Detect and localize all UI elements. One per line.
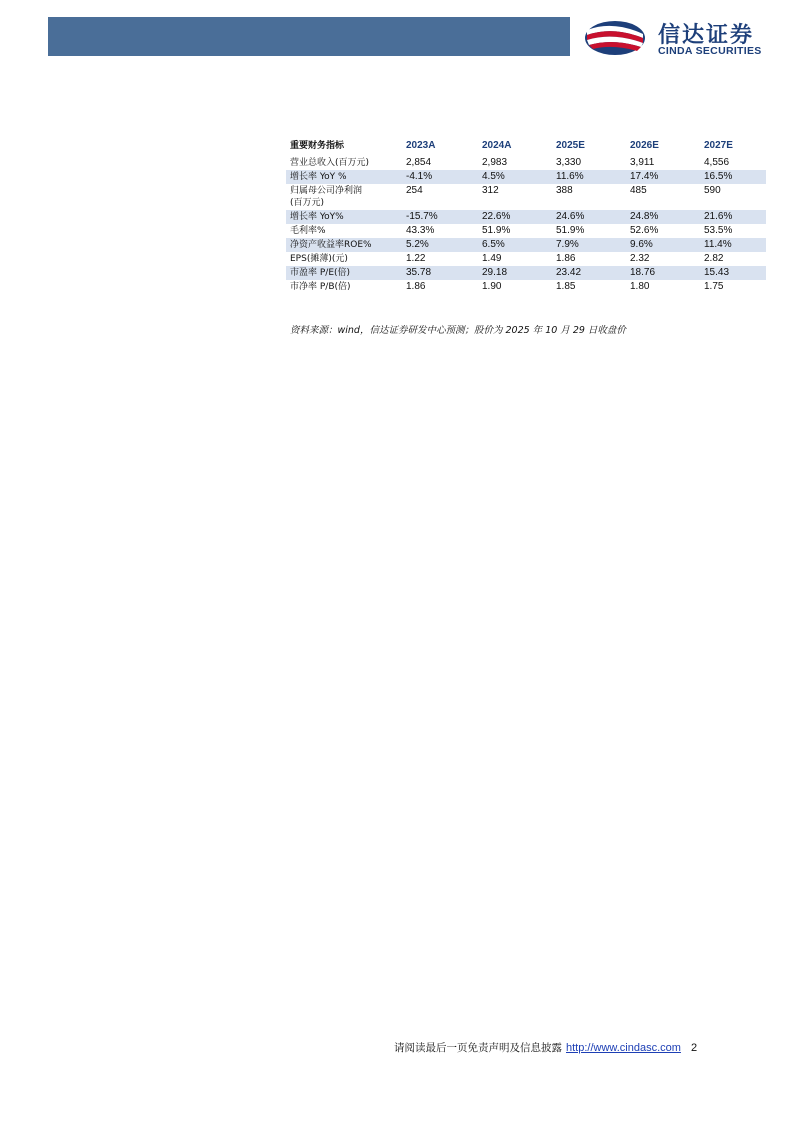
table-cell: 4.5% [478,170,552,184]
disclaimer-text: 请阅读最后一页免责声明及信息披露 [394,1042,562,1054]
row-label [286,184,402,210]
table-cell: 1.75 [704,281,724,292]
table-header-row [286,137,766,156]
row-label: 市净率 P/B(倍) [290,282,351,292]
table-cell: 3,330 [556,157,582,168]
cinda-logo-icon [583,18,647,58]
header-bar [48,17,570,56]
table-cell: 53.5% [704,225,733,236]
table-row [286,170,766,184]
table-cell: 9.6% [626,238,700,252]
table-cell: 388 [556,185,573,196]
table-cell: 24.8% [626,210,700,224]
table-cell: 2,854 [406,157,432,168]
page-number: 2 [690,1042,698,1054]
table-cell: 485 [630,185,647,196]
brand-name-cn: 信达证券 [658,23,755,48]
table-row [286,156,766,170]
table-cell: 29.18 [478,266,552,280]
table-cell: 24.6% [552,210,626,224]
table-cell: 15.43 [700,266,766,280]
row-label: 营业总收入(百万元) [290,158,370,168]
row-label: 增长率 YoY% [286,210,402,224]
table-cell: 21.6% [700,210,766,224]
row-label: 市盈率 P/E(倍) [286,266,402,280]
table-cell: 5.2% [402,238,478,252]
cinda-logo [583,14,783,62]
table-cell: 7.9% [552,238,626,252]
column-header: 2024A [482,140,512,151]
table-cell: 17.4% [626,170,700,184]
column-header: 2025E [556,140,585,151]
row-label: EPS(摊薄)(元) [290,254,348,264]
row-label-line: 归属母公司净利润 [290,186,363,196]
table-cell: -15.7% [402,210,478,224]
brand-name-en: CINDA SECURITIES [658,45,762,57]
table-cell: 590 [704,185,721,196]
row-label-line: (百万元) [290,198,325,208]
table-cell: 3,911 [630,157,655,168]
table-cell: 43.3% [406,225,435,236]
table-cell: 16.5% [700,170,766,184]
table-cell: 1.90 [482,281,502,292]
table-cell: 51.9% [482,225,511,236]
table-cell: 6.5% [478,238,552,252]
table-cell: -4.1% [402,170,478,184]
row-label: 净资产收益率ROE% [286,238,402,252]
table-cell: 11.4% [700,238,766,252]
table-cell: 254 [406,185,423,196]
page-footer [394,1040,697,1055]
column-header: 2023A [406,140,436,151]
table-cell: 23.42 [552,266,626,280]
table-row [286,210,766,224]
table-cell: 1.85 [556,281,576,292]
table-cell: 51.9% [556,225,585,236]
row-label: 增长率 YoY % [286,170,402,184]
row-label: 毛利率% [290,226,326,236]
table-cell: 4,556 [704,157,730,168]
table-cell: 1.22 [406,253,426,264]
table-cell: 1.86 [406,281,426,292]
financial-indicators-table [286,137,766,294]
table-cell: 11.6% [552,170,626,184]
table-cell: 1.49 [482,253,502,264]
table-row [286,280,766,294]
table-cell: 2,983 [482,157,508,168]
table-row [286,184,766,210]
table-cell: 1.80 [630,281,650,292]
website-link[interactable]: http://www.cindasc.com [566,1042,681,1054]
table-cell: 312 [482,185,499,196]
table-cell: 22.6% [478,210,552,224]
source-note: 资料来源：wind，信达证券研发中心预测；股价为 2025 年 10 月 29 日收盘价 [290,325,626,336]
table-cell: 52.6% [630,225,659,236]
table-row [286,224,766,238]
table-row [286,252,766,266]
table-row [286,266,766,280]
table-cell: 1.86 [556,253,576,264]
table-cell: 18.76 [626,266,700,280]
table-cell: 2.32 [630,253,650,264]
table-row [286,238,766,252]
table-cell: 35.78 [402,266,478,280]
table-cell: 2.82 [704,253,724,264]
column-header: 重要财务指标 [290,141,345,151]
column-header: 2026E [630,140,659,151]
column-header: 2027E [704,140,733,151]
